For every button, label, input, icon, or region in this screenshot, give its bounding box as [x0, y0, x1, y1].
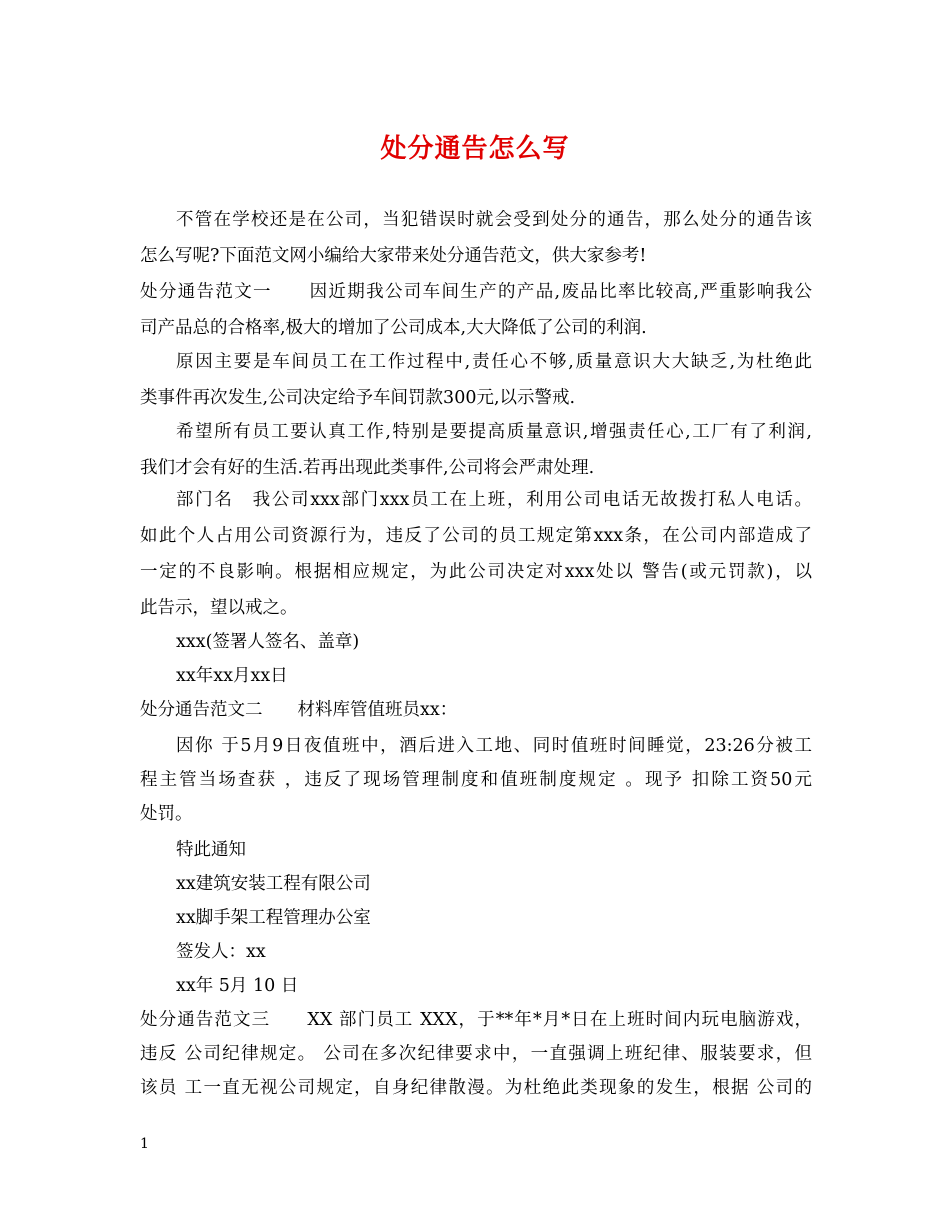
- text-line: 一定的不良影响。根据相应规定，为此公司决定对xxx处以 警告(或元罚款)，以: [140, 562, 812, 582]
- text-line: 原因主要是车间员工在工作过程中,责任心不够,质量意识大大缺乏,为杜绝此: [176, 352, 812, 372]
- text-line: 该员 工一直无视公司规定，自身纪律散漫。为杜绝此类现象的发生，根据 公司的: [140, 1078, 812, 1098]
- text-line: 司产品总的合格率,极大的增加了公司成本,大大降低了公司的利润.: [140, 318, 647, 338]
- text-line: 处分通告范文二 材料库管值班员xx：: [140, 700, 458, 720]
- date-line: xx年 5月 10 日: [176, 976, 299, 996]
- text-line: 类事件再次发生,公司决定给予车间罚款300元,以示警戒.: [140, 388, 576, 408]
- text-line: 违反 公司纪律规定。 公司在多次纪律要求中，一直强调上班纪律、服装要求，但: [140, 1044, 812, 1064]
- page-number: 1: [140, 1136, 149, 1152]
- text-line: 部门名 我公司xxx部门xxx员工在上班，利用公司电话无故拨打私人电话。: [176, 490, 812, 510]
- text-line: 不管在学校还是在公司，当犯错误时就会受到处分的通告，那么处分的通告该: [176, 210, 812, 230]
- text-line: 处分通告范文三 XX 部门员工 XXX，于**年*月*日在上班时间内玩电脑游戏，: [140, 1010, 812, 1030]
- text-line: 怎么写呢?下面范文网小编给大家带来处分通告范文，供大家参考!: [140, 246, 647, 266]
- date-line: xx年xx月xx日: [176, 666, 288, 686]
- text-line: 此告示，望以戒之。: [140, 598, 298, 618]
- text-line: 如此个人占用公司资源行为，违反了公司的员工规定第xxx条，在公司内部造成了: [140, 526, 812, 546]
- document-title: 处分通告怎么写: [380, 134, 570, 164]
- text-line: 程主管当场查获 ，违反了现场管理制度和值班制度规定 。现予 扣除工资50元: [140, 770, 812, 790]
- text-line: 处罚。: [140, 804, 193, 824]
- text-line: 处分通告范文一 因近期我公司车间生产的产品,废品比率比较高,严重影响我公: [140, 282, 812, 302]
- text-line: 特此通知: [176, 840, 246, 860]
- issuer-line: 签发人：xx: [176, 942, 266, 962]
- office-line: xx脚手架工程管理办公室: [176, 908, 371, 928]
- company-line: xx建筑安装工程有限公司: [176, 874, 371, 894]
- text-line: 我们才会有好的生活.若再出现此类事件,公司将会严肃处理.: [140, 458, 595, 478]
- signature-line: xxx(签署人签名、盖章): [176, 632, 360, 652]
- text-line: 因你 于5月9日夜值班中，酒后进入工地、同时值班时间睡觉，23:26分被工: [176, 736, 812, 756]
- text-line: 希望所有员工要认真工作,特别是要提高质量意识,增强责任心,工厂有了利润,: [176, 422, 812, 442]
